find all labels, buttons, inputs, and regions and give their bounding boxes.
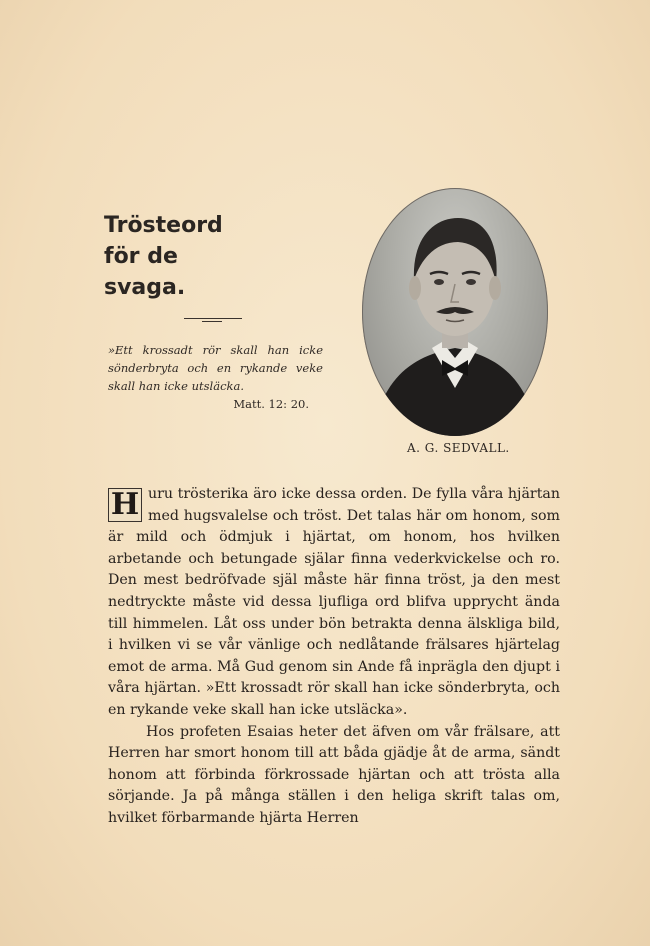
title-line-2: för de (104, 244, 178, 269)
dropcap-letter: H (108, 488, 142, 522)
portrait-caption: A. G. SEDVALL. (407, 441, 510, 455)
article-title (104, 210, 223, 303)
epigraph-quote: »Ett krossadt rör skall han icke sönderbryta och en rykande veke skall han icke utsläcka. (108, 343, 323, 393)
body-paragraph-2: Hos profeten Esaias heter det äfven om vår frälsare, att Herren har smort honom till att båda gjädje åt de arma, sändt honom att förbinda förkrossade hjärtan och att trösta alla sörjande. Ja på många ställen i den heliga skrift talas om, hvilket förbarmande hjärta Herren (108, 723, 560, 826)
article-body (108, 484, 560, 830)
title-divider-short (202, 321, 222, 322)
portrait-figure (362, 188, 548, 436)
title-line-3: svaga. (104, 275, 186, 300)
portrait-photo (362, 188, 548, 436)
epigraph-reference: Matt. 12: 20. (233, 397, 309, 411)
title-divider (184, 318, 242, 319)
epigraph (108, 341, 323, 413)
body-paragraph-1 (108, 484, 560, 722)
body-paragraph-1-text: uru trösterika äro icke dessa orden. De fylla våra hjärtan med hugsvalelse och tröst. Det talas här om honom, som är mild och ödmjuk i hjärtat, om honom, hos hvilken arbetande och betungade själar finna vederkvickelse och ro. Den mest bedröfvade själ måste här finna tröst, ja den mest nedtryckte måste vid dessa ljufliga ord blifva upprycht ända till himmelen. Låt oss under bön betrakta denna älskliga bild, i hvilken vi se vår vänlige och nedlåtande frälsares hjärtelag emot de arma. Må Gud genom sin Ande få inprägla den djupt i våra hjärtan. »Ett krossadt rör skall han icke sönderbryta, och en rykande veke skall han icke utsläcka». (108, 486, 560, 718)
title-line-1: Trösteord (104, 213, 223, 238)
